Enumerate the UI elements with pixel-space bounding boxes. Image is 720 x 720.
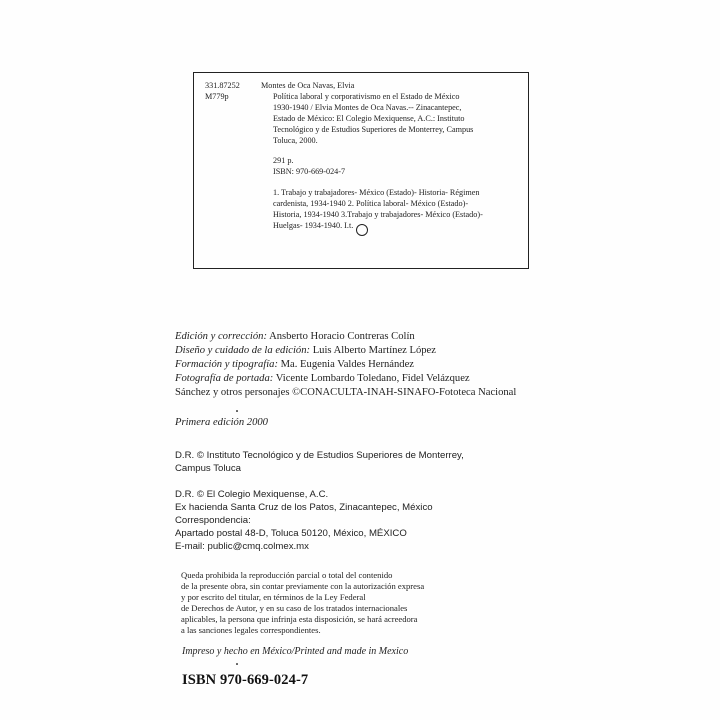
- call-number-line-2: M779p: [205, 92, 229, 101]
- credit-line: [175, 358, 414, 371]
- credit-line: [175, 344, 436, 357]
- card-title-line: Tecnológico y de Estudios Superiores de Monterrey, Campus: [273, 125, 474, 134]
- card-title-line: Toluca, 2000.: [273, 136, 318, 145]
- card-hole-icon: [356, 224, 368, 236]
- legal-line: de la presente obra, sin contar previamente con la autorización expresa: [181, 581, 425, 591]
- credit-line: [175, 372, 470, 385]
- call-number-line-1: 331.87252: [205, 81, 240, 90]
- card-pages: 291 p.: [273, 156, 294, 165]
- credit-name: Ansberto Horacio Contreras Colín: [269, 331, 415, 342]
- card-title-line: 1930-1940 / Elvia Montes de Oca Navas.-- Zinacantepec,: [273, 103, 462, 112]
- copyright-itesm: D.R. © Instituto Tecnológico y de Estudios Superiores de Monterrey,: [175, 450, 464, 461]
- legal-line: Queda prohibida la reproducción parcial o total del contenido: [181, 570, 393, 580]
- speck: [236, 410, 238, 412]
- copyright-itesm: Campus Toluca: [175, 463, 241, 474]
- card-title-line: Política laboral y corporativismo en el Estado de México: [273, 92, 460, 101]
- edition-line: Primera edición 2000: [175, 417, 268, 428]
- card-isbn: ISBN: 970-669-024-7: [273, 167, 346, 176]
- credit-name: Vicente Lombardo Toledano, Fidel Velázquez: [275, 373, 470, 384]
- legal-line: y por escrito del titular, en términos de la Ley Federal: [181, 592, 366, 602]
- credit-name: Ma. Eugenia Valdes Hernández: [280, 359, 414, 370]
- card-author: Montes de Oca Navas, Elvia: [261, 81, 355, 90]
- address-line: Apartado postal 48-D, Toluca 50120, México, MÉXICO: [175, 528, 407, 539]
- legal-line: aplicables, la persona que infrinja esta disposición, se hará acreedora: [181, 614, 418, 624]
- legal-line: a las sanciones legales correspondientes.: [181, 625, 321, 635]
- credit-role: Fotografía de portada:: [175, 373, 274, 384]
- speck: [236, 663, 238, 665]
- card-subject-line: Historia, 1934-1940 3.Trabajo y trabajadores- México (Estado)-: [273, 210, 483, 219]
- isbn-footer: ISBN 970-669-024-7: [182, 672, 309, 688]
- address-line: Ex hacienda Santa Cruz de los Patos, Zinacantepec, México: [175, 502, 433, 513]
- card-title-line: Estado de México: El Colegio Mexiquense, A.C.: Instituto: [273, 114, 465, 123]
- legal-line: de Derechos de Autor, y en su caso de los tratados internacionales: [181, 603, 408, 613]
- printed-line: Impreso y hecho en México/Printed and made in Mexico: [182, 646, 409, 657]
- address-line: Correspondencia:: [175, 515, 251, 526]
- credit-name: Luis Alberto Martínez López: [312, 345, 436, 356]
- credit-role: Edición y corrección:: [175, 331, 267, 342]
- credit-role: Diseño y cuidado de la edición:: [175, 345, 311, 356]
- credit-continuation: Sánchez y otros personajes ©CONACULTA-INAH-SINAFO-Fototeca Nacional: [175, 387, 517, 398]
- credit-role: Formación y tipografía:: [175, 359, 278, 370]
- credit-line: [175, 330, 415, 343]
- card-subject-line: cardenista, 1934-1940 2. Política laboral- México (Estado)-: [273, 199, 469, 208]
- card-subject-line: 1. Trabajo y trabajadores- México (Estado)- Historia- Régimen: [273, 188, 480, 197]
- card-subject-line: Huelgas- 1934-1940. I.t.: [273, 221, 354, 230]
- email-line: E-mail: public@cmq.colmex.mx: [175, 541, 309, 552]
- copyright-colmex: D.R. © El Colegio Mexiquense, A.C.: [175, 489, 329, 500]
